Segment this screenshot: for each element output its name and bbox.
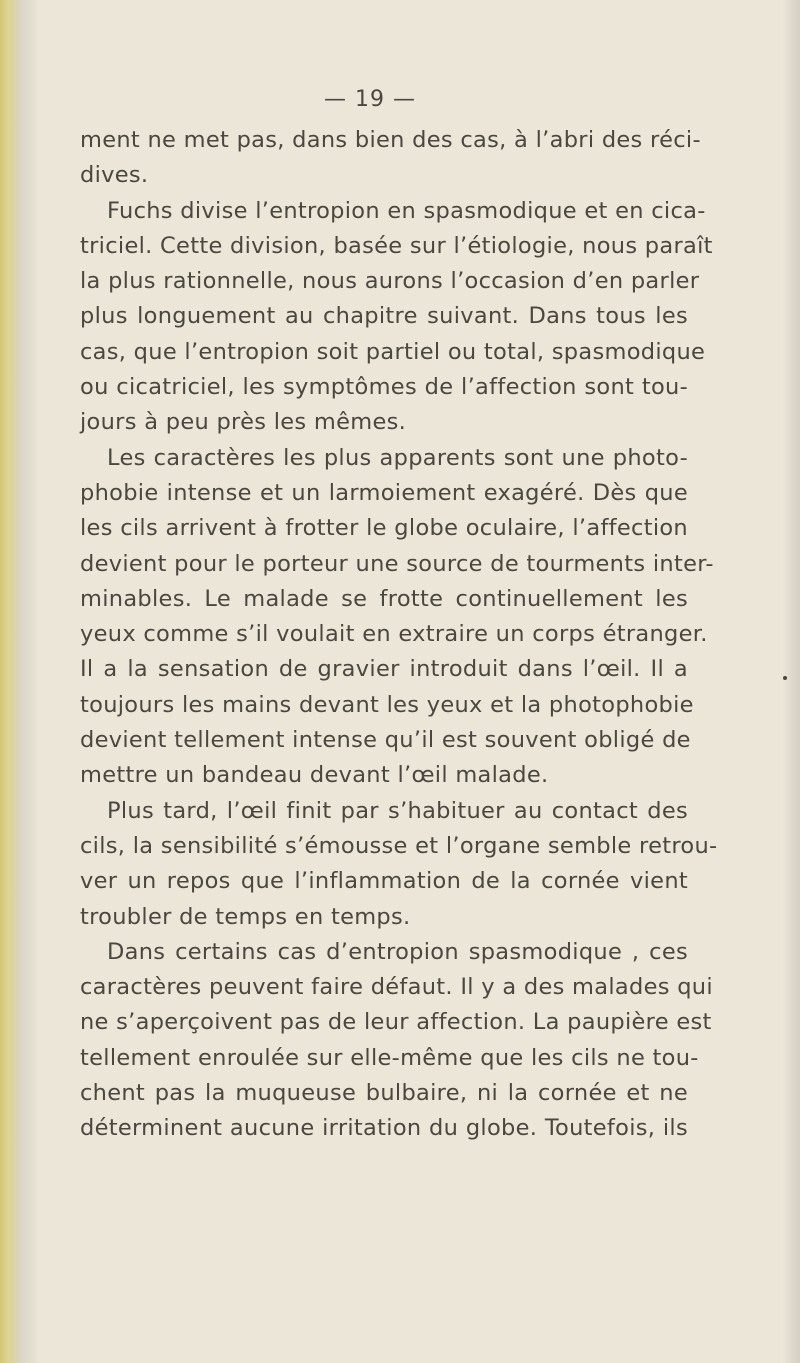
text-line: troubler de temps en temps.	[80, 903, 411, 930]
text-line: yeux comme s’il voulait en extraire un corps étranger.	[80, 621, 708, 648]
text-line: la plus rationnelle, nous aurons l’occasion d’en parler	[80, 268, 700, 295]
text-line: jours à peu près les mêmes.	[80, 409, 407, 436]
text-line: ou cicatriciel, les symptômes de l’affection sont tou-	[80, 374, 688, 401]
text-line: tellement enroulée sur elle-même que les cils ne tou-	[80, 1044, 699, 1071]
text-line: phobie intense et un larmoiement exagéré. Dès que	[80, 479, 688, 506]
text-line: minables. Le malade se frotte continuellement les	[80, 585, 688, 612]
body-text	[80, 123, 718, 1147]
text-line: triciel. Cette division, basée sur l’étiologie, nous paraît	[80, 232, 713, 259]
text-line: ne s’aperçoivent pas de leur affection. La paupière est	[80, 1009, 712, 1036]
text-line: devient pour le porteur une source de tourments inter-	[80, 550, 714, 577]
text-line: mettre un bandeau devant l’œil malade.	[80, 762, 549, 789]
text-line: Dans certains cas d’entropion spasmodique , ces	[107, 938, 688, 965]
text-line: déterminent aucune irritation du globe. Toutefois, ils	[80, 1115, 688, 1142]
text-line: caractères peuvent faire défaut. Il y a des malades qui	[80, 974, 713, 1001]
text-line: Les caractères les plus apparents sont une photo-	[107, 444, 688, 471]
text-line: dives.	[80, 162, 149, 189]
text-line: ment ne met pas, dans bien des cas, à l’abri des réci-	[80, 127, 701, 153]
text-line: cils, la sensibilité s’émousse et l’organe semble retrou-	[80, 832, 718, 859]
ink-speck	[783, 676, 787, 680]
text-line: devient tellement intense qu’il est souvent obligé de	[80, 727, 691, 754]
text-line: plus longuement au chapitre suivant. Dans tous les	[80, 303, 688, 330]
text-line: Il a la sensation de gravier introduit dans l’œil. Il a	[80, 656, 688, 683]
page-binding-edge	[0, 0, 22, 1363]
text-line: Plus tard, l’œil finit par s’habituer au contact des	[107, 797, 688, 824]
text-line: Fuchs divise l’entropion en spasmodique et en cica-	[107, 197, 706, 224]
page-number: — 19 —	[324, 87, 416, 112]
text-line: cas, que l’entropion soit partiel ou total, spasmodique	[80, 338, 706, 365]
text-line: ver un repos que l’inflammation de la cornée vient	[80, 868, 688, 895]
text-line: les cils arrivent à frotter le globe oculaire, l’affection	[80, 515, 688, 542]
text-line: toujours les mains devant les yeux et la photophobie	[80, 691, 694, 718]
text-line: chent pas la muqueuse bulbaire, ni la cornée et ne	[80, 1080, 688, 1107]
